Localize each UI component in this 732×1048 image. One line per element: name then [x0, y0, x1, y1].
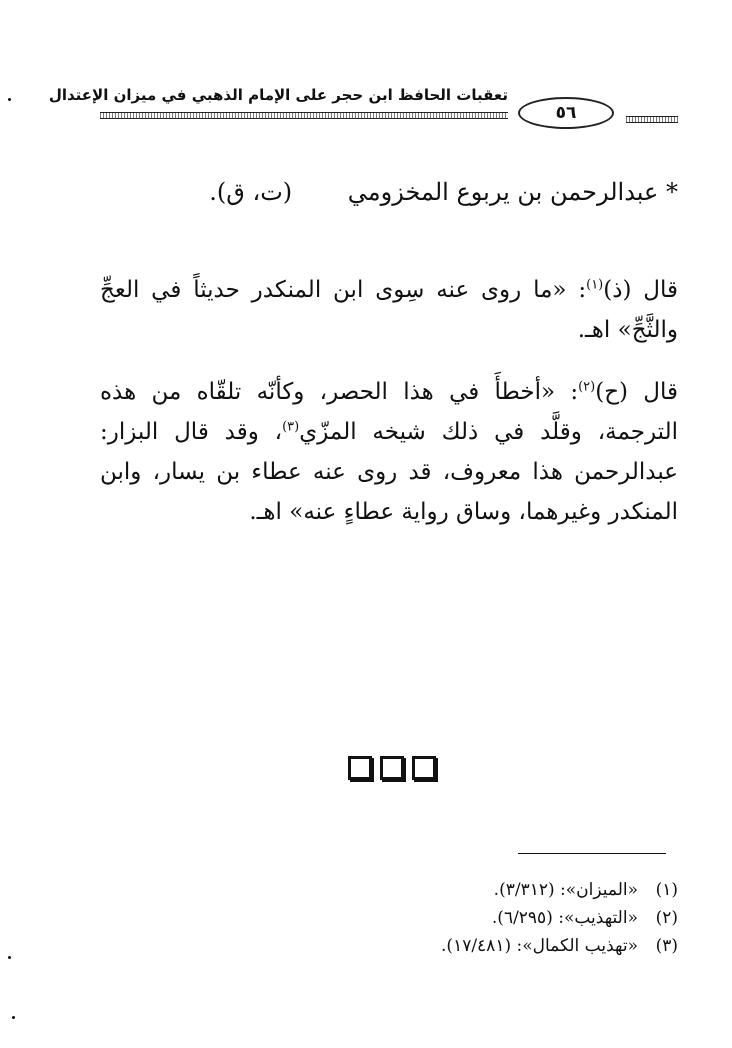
paragraph-text: ، وقد قال البزار: عبدالرحمن هذا معروف، قد روى عنه عطاء بن يسار، وابن المنكدر وغيرهما، وساق رواية عطاءٍ عنه» اهـ. — [100, 419, 678, 525]
footnote-number: (١) — [655, 880, 678, 900]
section-end-marker — [348, 756, 436, 780]
scan-speck — [8, 956, 11, 959]
paragraph-text: : «أخطأَ في هذا الحصر، وكأنّه تلقّاه من هذه الترجمة، وقلَّد في ذلك شيخه المزّي — [100, 379, 678, 445]
scan-speck — [12, 1016, 15, 1019]
paragraph-lead: قال (ح) — [595, 379, 678, 405]
paragraph-lead: قال (ذ) — [603, 277, 678, 303]
header-rule-short — [626, 116, 678, 123]
footnote-ref[interactable]: (٣) — [282, 419, 300, 435]
footnote-ref[interactable]: (٢) — [578, 379, 596, 395]
scan-speck — [8, 98, 11, 101]
square-ornament — [348, 756, 372, 780]
footnote — [300, 876, 678, 904]
footnote-number: (٣) — [655, 936, 678, 956]
paragraph-text: : «ما روى عنه سِوى ابن المنكدر حديثاً في العجِّ والثَّجِّ» اهـ. — [100, 277, 678, 343]
paragraph-ibn-hajar — [100, 372, 678, 532]
paragraph-dhahabi — [100, 270, 678, 350]
entry-marker: * — [666, 178, 678, 206]
footnote-text: «تهذيب الكمال»: (١٧/٤٨١). — [441, 936, 638, 956]
running-title: تعقبات الحافظ ابن حجر على الإمام الذهبي في ميزان الإعتدال — [48, 86, 508, 104]
page-number: ٥٦ — [518, 97, 614, 129]
square-ornament — [380, 756, 404, 780]
footnote-number: (٢) — [655, 908, 678, 928]
footnote — [300, 932, 678, 960]
header-rule — [100, 112, 508, 119]
footnote-ref[interactable]: (١) — [586, 277, 604, 293]
footnotes — [300, 876, 678, 960]
entry-heading — [150, 172, 678, 212]
footnote-separator — [518, 853, 666, 854]
entry-name: عبدالرحمن بن يربوع المخزومي — [347, 178, 659, 206]
entry-sources: (ت، ق). — [209, 178, 293, 206]
footnote — [300, 904, 678, 932]
footnote-text: «التهذيب»: (٦/٢٩٥). — [491, 908, 638, 928]
footnote-text: «الميزان»: (٣/٣١٢). — [493, 880, 638, 900]
square-ornament — [412, 756, 436, 780]
